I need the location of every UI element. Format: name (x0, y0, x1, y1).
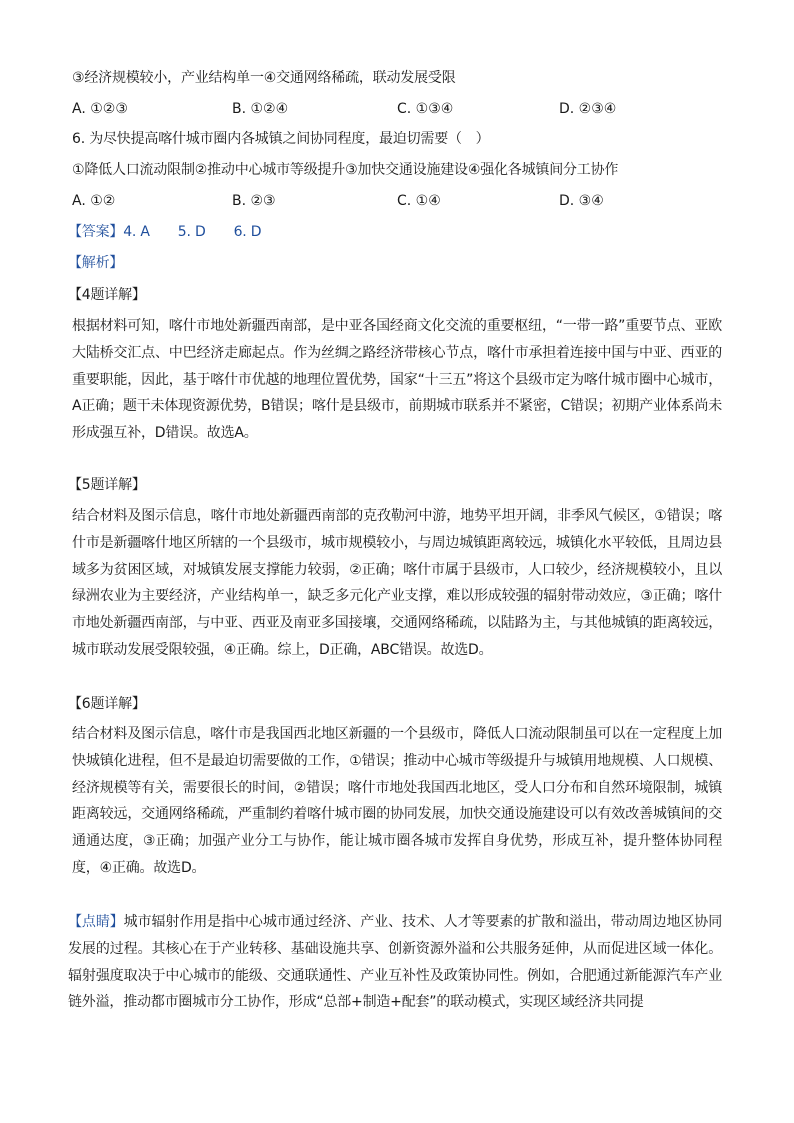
answer-4: 4. A (123, 224, 150, 240)
q6-option-c: C. ①④ (397, 193, 441, 209)
answer-6: 6. D (233, 224, 262, 240)
q6-statements: ①降低人口流动限制②推动中心城市等级提升③加快交通设施建设④强化各城镇间分工协作 (72, 162, 619, 178)
q5-detail-text: 结合材料及图示信息，喀什市地处新疆西南部的克孜勒河中游，地势平坦开阔，非季风气候区，①错误；喀什市是新疆喀什地区所辖的一个县级市，城市规模较小，与周边城镇距离较远，城镇化水平较低，且周边县域多为贫困区域，对城镇发展支撑能力较弱，②正确；喀什市属于县级市，人口较少，经济规模较小，且以绿洲农业为主要经济，产业结构单一，缺乏多元化产业支撑，难以形成较强的辐射带动效应，③正确；喀什市地处新疆西南部，与中亚、西亚及南亚多国接壤，交通网络稀疏，以陆路为主，与其他城镇的距离较远，城市联动发展受限较强，④正确。综上，D正确，ABC错误。故选D。 (72, 508, 722, 658)
q5-option-c: C. ①③④ (397, 101, 454, 117)
q6-option-a: A. ①② (72, 193, 116, 209)
key-point-text: 城市辐射作用是指中心城市通过经济、产业、技术、人才等要素的扩散和溢出，带动周边地区协同发展的过程。其核心在于产业转移、基础设施共享、创新资源外溢和公共服务延伸，从而促进区域一体化。辐射强度取决于中心城市的能级、交通联通性、产业互补性及政策协同性。例如，合肥通过新能源汽车产业链外溢，推动都市圈城市分工协作，形成“总部+制造+配套”的联动模式，实现区域经济共同提 (68, 914, 722, 1011)
q6-question: 6. 为尽快提高喀什城市圈内各城镇之间协同程度，最迫切需要（ ） (72, 131, 490, 147)
q5-option-statement: ③经济规模较小，产业结构单一④交通网络稀疏，联动发展受限 (72, 70, 456, 86)
q6-option-b: B. ②③ (232, 193, 276, 209)
q5-option-b: B. ①②④ (232, 101, 289, 117)
q6-detail-text: 结合材料及图示信息，喀什市是我国西北地区新疆的一个县级市，降低人口流动限制虽可以在一定程度上加快城镇化进程，但不是最迫切需要做的工作，①错误；推动中心城市等级提升与城镇用地规模、人口规模、经济规模等有关，需要很长的时间，②错误；喀什市地处我国西北地区，受人口分布和自然环境限制，城镇距离较远，交通网络稀疏，严重制约着喀什城市圈的协同发展，加快交通设施建设可以有效改善城镇间的交通通达度，③正确；加强产业分工与协作，能让城市圈各城市发挥自身优势，形成互补，提升整体协同程度，④正确。故选D。 (72, 726, 722, 876)
answer-label: 【答案】 (68, 224, 124, 240)
q6-detail-heading: 【6题详解】 (68, 696, 146, 712)
q5-option-d: D. ②③④ (559, 101, 617, 117)
analysis-heading: 【解析】 (68, 255, 124, 271)
key-point-label: 【点睛】 (68, 914, 124, 930)
q6-options (72, 191, 732, 211)
key-point-paragraph (68, 909, 722, 1016)
q5-options (72, 99, 732, 119)
q4-detail-text: 根据材料可知，喀什市地处新疆西南部，是中亚各国经商文化交流的重要枢纽，“一带一路”重要节点、亚欧大陆桥交汇点、中巴经济走廊起点。作为丝绸之路经济带核心节点，喀什市承担着连接中国与中亚、西亚的重要职能，因此，基于喀什市优越的地理位置优势，国家“十三五”将这个县级市定为喀什城市圈中心城市，A正确；题干未体现资源优势，B错误；喀什是县级市，前期城市联系并不紧密，C错误；初期产业体系尚未形成强互补，D错误。故选A。 (72, 318, 722, 442)
answer-line (68, 222, 261, 242)
q6-option-d: D. ③④ (559, 193, 604, 209)
q4-detail-heading: 【4题详解】 (68, 287, 146, 303)
q5-detail-heading: 【5题详解】 (68, 477, 146, 493)
answer-5: 5. D (177, 224, 206, 240)
q5-option-a: A. ①②③ (72, 101, 128, 117)
